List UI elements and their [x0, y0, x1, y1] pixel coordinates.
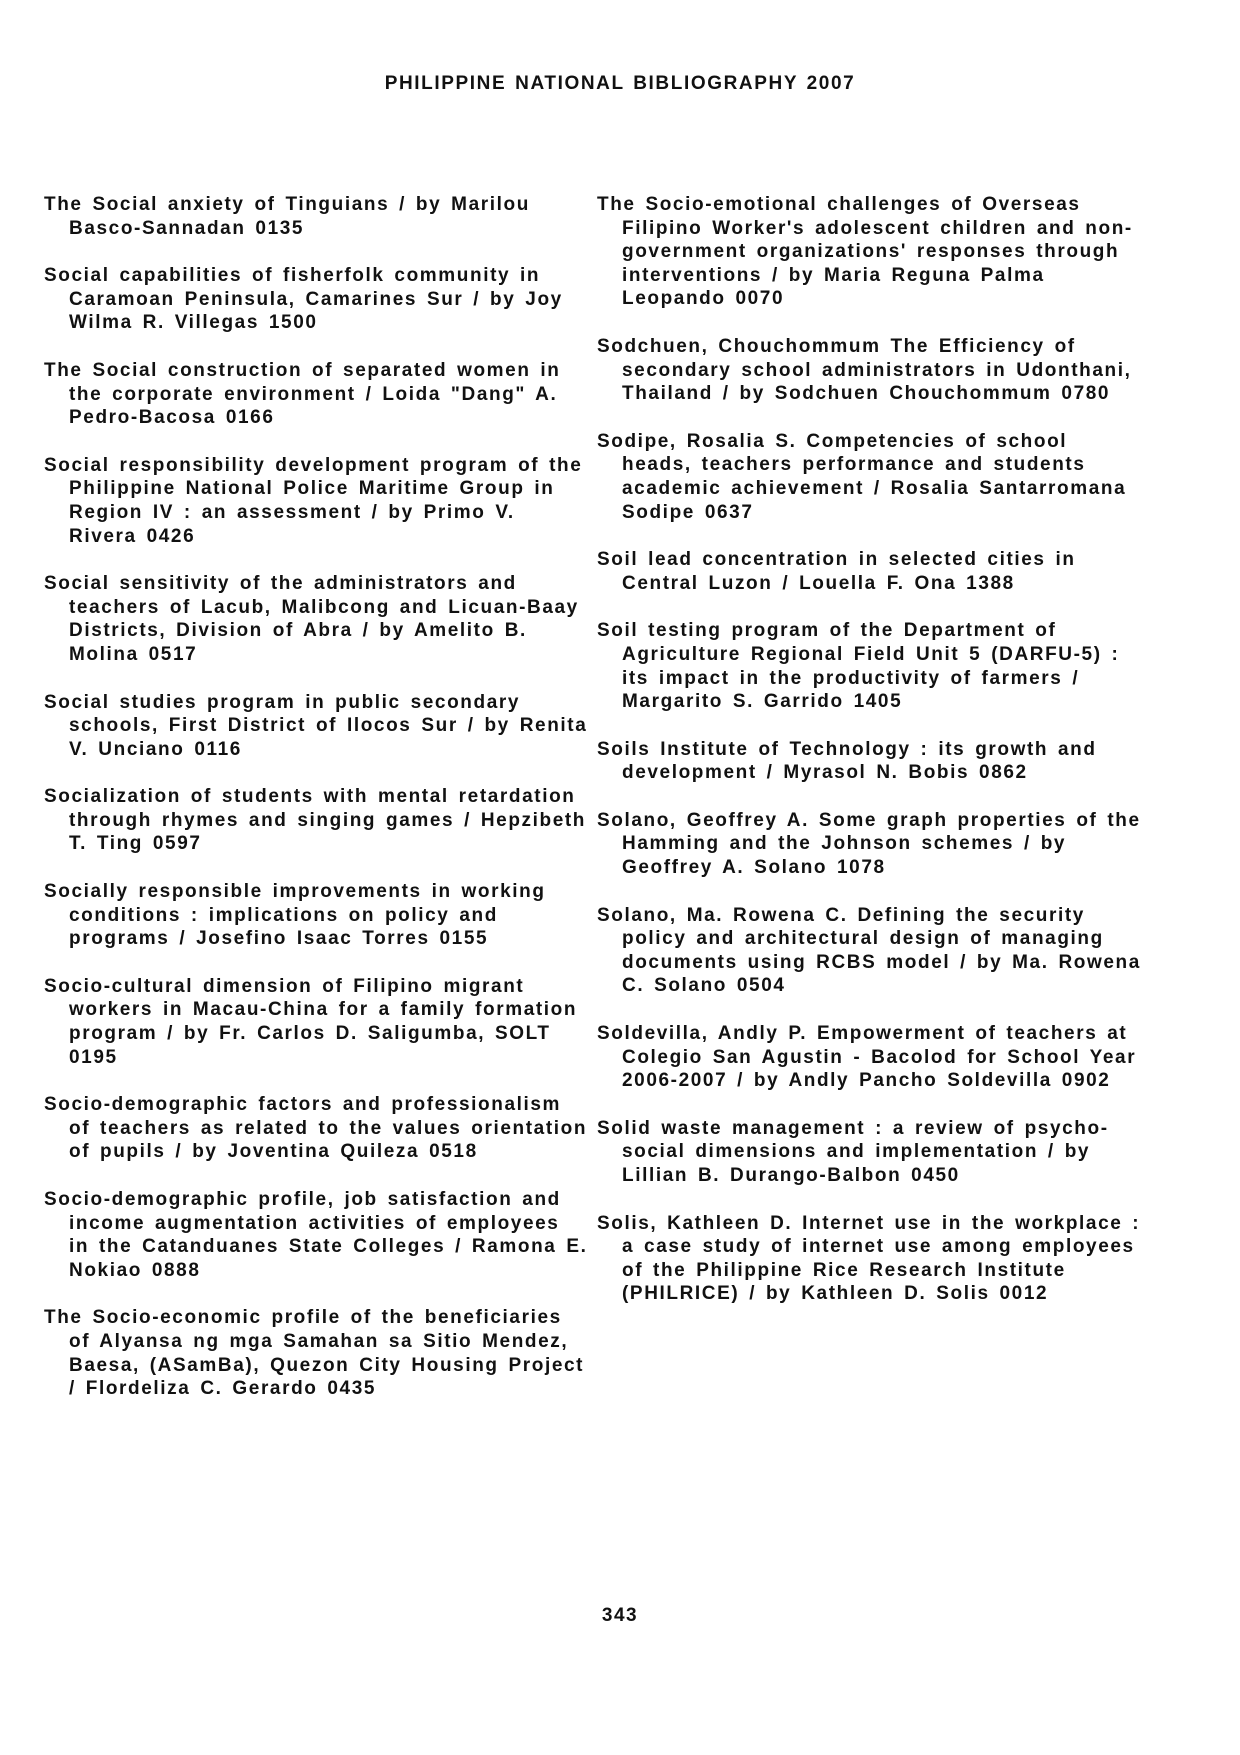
page-title: PHILIPPINE NATIONAL BIBLIOGRAPHY 2007 — [384, 73, 856, 94]
bibliography-entry: Social sensitivity of the administrators and teachers of Lacub, Malibcong and Licuan-Baay Districts, Division of Abra / by Amelito B. Molina 0517 — [44, 573, 579, 665]
right-column — [597, 193, 1142, 1330]
bibliography-entry: Soil testing program of the Department of Agriculture Regional Field Unit 5 (DARFU-5) : its impact in the productivity of farmers / Margarito S. Garrido 1405 — [597, 620, 1120, 713]
bibliography-entry: Social studies program in public secondary schools, First District of Ilocos Sur / by Renita V. Unciano 0116 — [44, 691, 588, 760]
bibliography-entry: Sodchuen, Chouchommum The Efficiency of secondary school administrators in Udonthani, Thailand / by Sodchuen Chouchommum 0780 — [597, 335, 1132, 405]
bibliography-entry: The Socio-emotional challenges of Overseas Filipino Worker's adolescent children and non-government organizations' responses through interventions / by Maria Reguna Palma Leopando 0070 — [597, 194, 1133, 310]
bibliography-entry: Social capabilities of fisherfolk community in Caramoan Peninsula, Camarines Sur / by Joy Wilma R. Villegas 1500 — [44, 265, 563, 334]
bibliography-entry: The Social anxiety of Tinguians / by Marilou Basco-Sannadan 0135 — [44, 194, 530, 239]
page-number: 343 — [601, 1605, 639, 1626]
bibliography-entry: Social responsibility development program of the Philippine National Police Maritime Group in Region IV : an assessment / by Primo V. Rivera 0426 — [44, 454, 583, 547]
bibliography-entry: The Socio-economic profile of the beneficiaries of Alyansa ng mga Samahan sa Sitio Mendez, Baesa, (ASamBa), Quezon City Housing Project / Flordeliza C. Gerardo 0435 — [44, 1307, 585, 1400]
bibliography-entry: Socio-demographic factors and professionalism of teachers as related to the values orientation of pupils / by Joventina Quileza 0518 — [44, 1094, 588, 1163]
left-column — [44, 193, 589, 1425]
bibliography-entry: Soldevilla, Andly P. Empowerment of teachers at Colegio San Agustin - Bacolod for School Year 2006-2007 / by Andly Pancho Soldevilla 0902 — [597, 1023, 1137, 1092]
bibliography-entry: Solano, Geoffrey A. Some graph properties of the Hamming and the Johnson schemes / by Geoffrey A. Solano 1078 — [597, 809, 1141, 879]
bibliography-entry: Soil lead concentration in selected cities in Central Luzon / Louella F. Ona 1388 — [597, 549, 1076, 594]
bibliography-entry: Soils Institute of Technology : its growth and development / Myrasol N. Bobis 0862 — [597, 738, 1097, 784]
bibliography-entry: Socio-demographic profile, job satisfaction and income augmentation activities of employees in the Catanduanes State Colleges / Ramona E. Nokiao 0888 — [44, 1189, 588, 1281]
bibliography-entry: Solano, Ma. Rowena C. Defining the security policy and architectural design of managing documents using RCBS model / by Ma. Rowena C. Solano 0504 — [597, 904, 1141, 997]
bibliography-entry: Solis, Kathleen D. Internet use in the workplace : a case study of internet use among employees of the Philippine Rice Research Institute (PHILRICE) / by Kathleen D. Solis 0012 — [597, 1212, 1141, 1305]
bibliography-entry: The Social construction of separated women in the corporate environment / Loida "Dang" A. Pedro-Bacosa 0166 — [44, 359, 561, 429]
bibliography-entry: Solid waste management : a review of psycho-social dimensions and implementation / by Lillian B. Durango-Balbon 0450 — [597, 1117, 1109, 1186]
bibliography-entry: Sodipe, Rosalia S. Competencies of school heads, teachers performance and students academic achievement / Rosalia Santarromana Sodipe 0637 — [597, 430, 1127, 523]
bibliography-entry: Socio-cultural dimension of Filipino migrant workers in Macau-China for a family formation program / by Fr. Carlos D. Saligumba, SOLT 0195 — [44, 975, 578, 1068]
bibliography-entry: Socialization of students with mental retardation through rhymes and singing games / Hepzibeth T. Ting 0597 — [44, 786, 587, 855]
bibliography-entry: Socially responsible improvements in working conditions : implications on policy and programs / Josefino Isaac Torres 0155 — [44, 881, 546, 950]
